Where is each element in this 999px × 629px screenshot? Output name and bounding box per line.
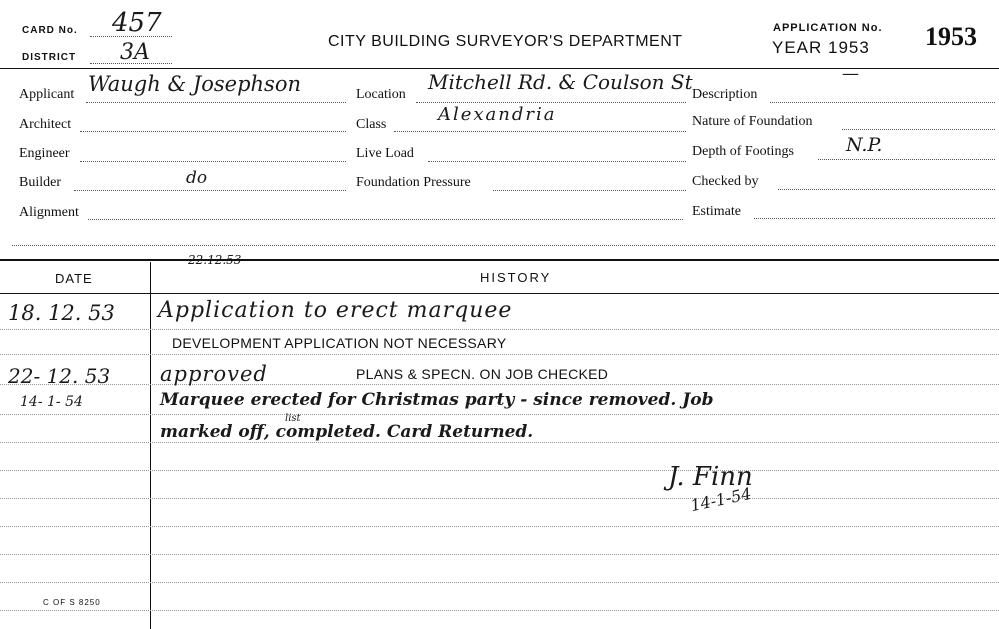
history-text: approved <box>160 362 268 386</box>
estimate-dotline <box>754 218 995 219</box>
location-label: Location <box>356 87 406 102</box>
checked-by-label: Checked by <box>692 174 759 189</box>
depth-of-footings-label: Depth of Footings <box>692 144 794 159</box>
application-no-value: 1953 <box>925 22 977 51</box>
fields-bottom-dotline <box>12 245 995 246</box>
alignment-label: Alignment <box>19 205 79 220</box>
foundation-pressure-label: Foundation Pressure <box>356 175 471 190</box>
checked-by-dotline <box>778 189 995 190</box>
district-value: 3A <box>120 40 150 65</box>
history-text: Marquee erected for Christmas party - since removed. Job <box>160 390 714 410</box>
signature-date: 14-1-54 <box>688 483 754 516</box>
live-load-dotline <box>428 161 686 162</box>
history-stamp: PLANS & SPECN. ON JOB CHECKED <box>356 366 609 382</box>
history-insert: list <box>285 413 301 424</box>
foundation-pressure-dotline <box>493 190 686 191</box>
builder-dotline <box>74 190 346 191</box>
builder-label: Builder <box>19 175 61 190</box>
nature-of-foundation-dotline <box>842 129 995 130</box>
history-text: Application to erect marquee <box>158 298 513 323</box>
architect-dotline <box>80 131 346 132</box>
applicant-label: Applicant <box>19 87 75 102</box>
history-date: 22- 12. 53 <box>8 364 111 388</box>
ruled-line <box>0 470 999 471</box>
ruled-line <box>0 526 999 527</box>
district-label: DISTRICT <box>22 52 77 63</box>
history-date: 14- 1- 54 <box>20 394 83 410</box>
location-value: Mitchell Rd. & Coulson St <box>428 70 693 94</box>
date-column-divider <box>150 262 151 629</box>
card-no-label: CARD No. <box>22 25 78 36</box>
ruled-line <box>0 384 999 385</box>
ruled-line <box>0 329 999 330</box>
department-title: CITY BUILDING SURVEYOR'S DEPARTMENT <box>328 33 683 50</box>
description-value: — <box>842 64 859 84</box>
alignment-dotline <box>88 219 683 220</box>
ruled-line <box>0 354 999 355</box>
applicant-dotline <box>86 102 346 103</box>
depth-of-footings-dotline <box>818 159 995 160</box>
form-code: C OF S 8250 <box>43 598 101 607</box>
date-column-header: DATE <box>55 271 93 286</box>
class-value: Alexandria <box>438 104 557 125</box>
architect-label: Architect <box>19 117 72 132</box>
nature-of-foundation-label: Nature of Foundation <box>692 114 813 129</box>
history-column-header: HISTORY <box>480 270 552 285</box>
engineer-label: Engineer <box>19 146 70 161</box>
live-load-label: Live Load <box>356 146 414 161</box>
ruled-line <box>0 554 999 555</box>
ruled-line <box>0 582 999 583</box>
ruled-line <box>0 414 999 415</box>
history-text: marked off, completed. Card Returned. <box>160 422 534 442</box>
card-no-value: 457 <box>112 8 162 38</box>
ruled-line <box>0 442 999 443</box>
class-dotline <box>394 131 686 132</box>
builder-value: do <box>186 168 208 188</box>
applicant-value: Waugh & Josephson <box>88 72 301 96</box>
history-top-rule <box>0 259 999 261</box>
engineer-dotline <box>80 161 346 162</box>
description-label: Description <box>692 87 758 102</box>
depth-of-footings-value: N.P. <box>846 134 883 156</box>
ruled-line <box>0 498 999 499</box>
ruled-line <box>0 610 999 611</box>
application-no-label: APPLICATION No. <box>773 22 883 34</box>
class-label: Class <box>356 117 387 132</box>
description-dotline <box>770 102 995 103</box>
signature: J. Finn <box>668 462 753 492</box>
history-date: 18. 12. 53 <box>8 301 115 325</box>
year-label: YEAR 1953 <box>772 38 870 57</box>
estimate-label: Estimate <box>692 204 741 219</box>
location-dotline <box>416 102 686 103</box>
history-header-note: 22.12.53 <box>188 253 242 267</box>
history-stamp: DEVELOPMENT APPLICATION NOT NECESSARY <box>172 335 507 351</box>
